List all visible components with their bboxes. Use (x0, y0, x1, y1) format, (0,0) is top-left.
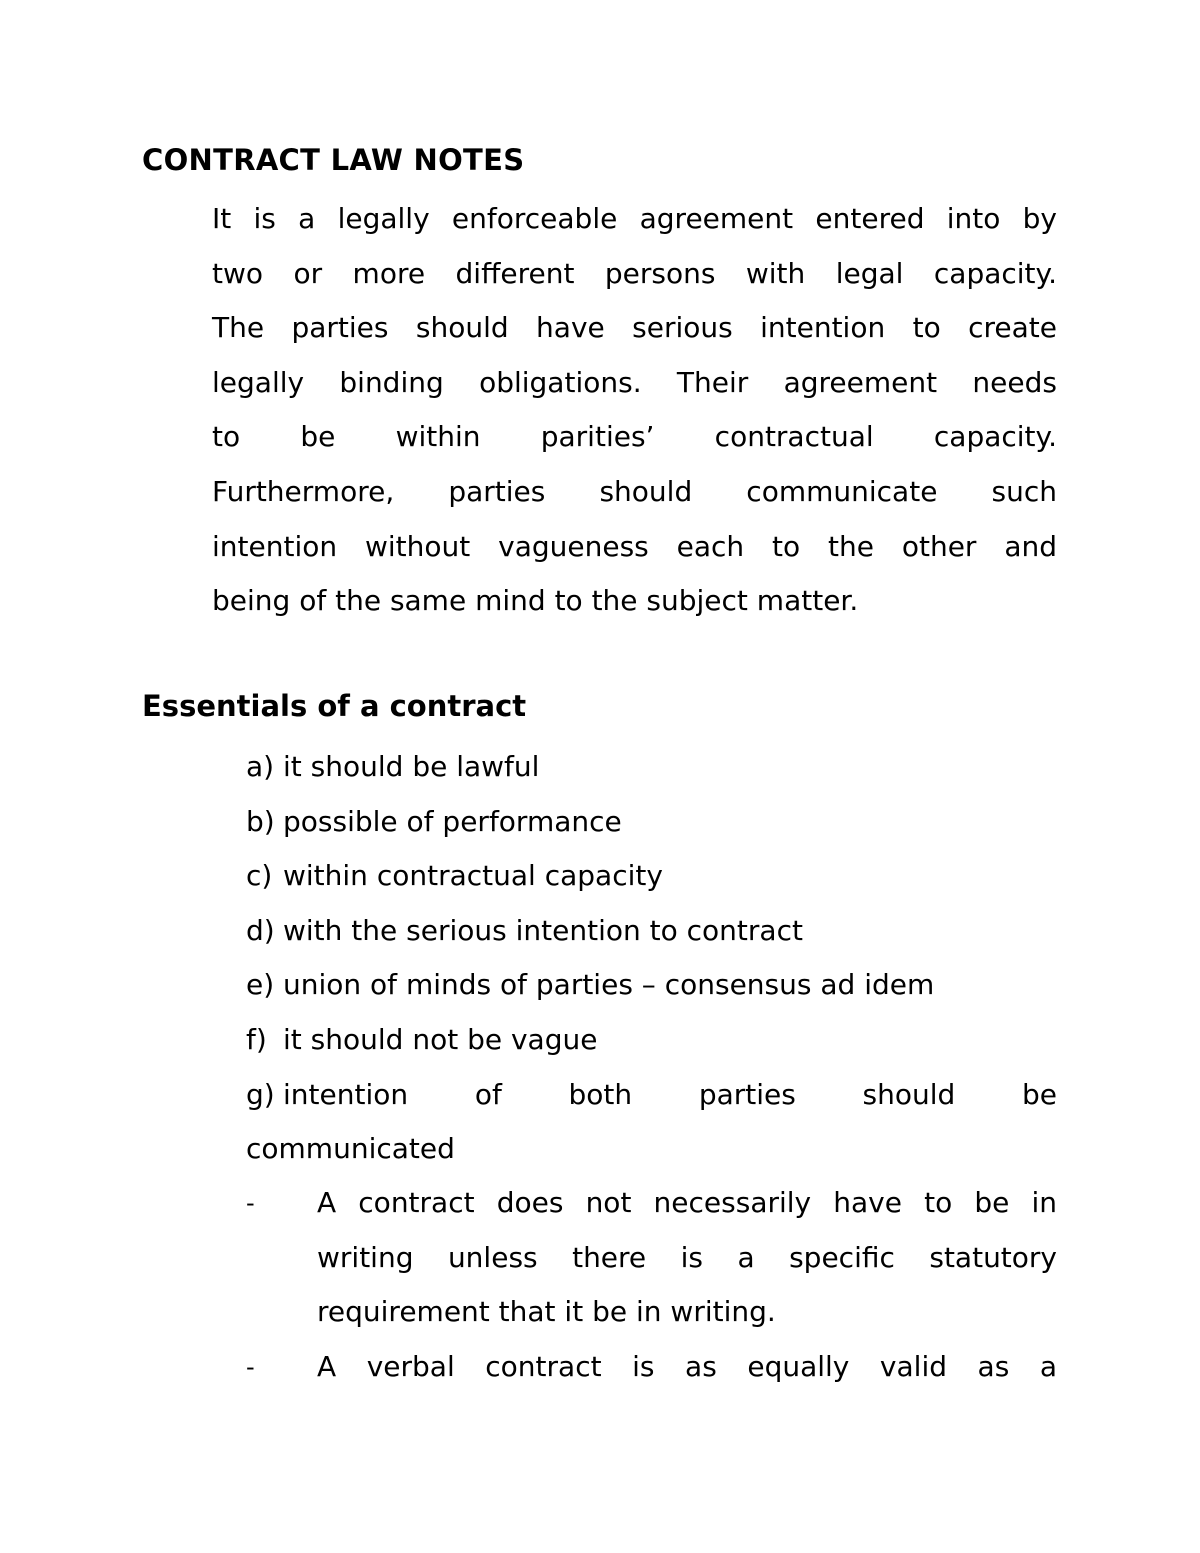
document-title: CONTRACT LAW NOTES (142, 143, 525, 177)
bullet-line: A verbal contract is as equally valid as a (317, 1349, 1057, 1383)
list-item-text: it should be lawful (283, 750, 540, 783)
list-item (246, 740, 1057, 795)
list-item (246, 795, 1057, 850)
section-heading-essentials: Essentials of a contract (142, 689, 527, 723)
list-item-word: be (1021, 1077, 1057, 1111)
list-marker: g) (246, 1077, 275, 1111)
list-marker: a) (246, 750, 275, 783)
bullet-item (246, 1176, 1057, 1340)
list-item (246, 849, 1057, 904)
list-item-word: of (474, 1077, 502, 1111)
list-marker: f) (246, 1022, 267, 1056)
list-item-justified (246, 1068, 1057, 1123)
list-item-text: possible of performance (283, 804, 622, 838)
intro-line: to be within parities’ contractual capacity. (212, 420, 1057, 454)
intro-line: The parties should have serious intention to create (212, 311, 1057, 345)
list-item (246, 1013, 1057, 1068)
list-item-continuation: communicated (246, 1132, 455, 1166)
list-item-word: parties (698, 1077, 796, 1111)
list-item-word: should (862, 1077, 956, 1111)
bullet-item (246, 1340, 1057, 1395)
list-item-word: both (568, 1077, 633, 1111)
intro-line: being of the same mind to the subject matter. (212, 584, 859, 618)
bullet-list (246, 1176, 1057, 1394)
list-marker: b) (246, 804, 275, 838)
list-item-text-justified (283, 1068, 1057, 1123)
bullet-line: requirement that it be in writing. (317, 1295, 776, 1329)
dash-bullet: - (246, 1189, 255, 1217)
list-marker: c) (246, 859, 273, 893)
essentials-list (246, 740, 1057, 1177)
intro-line: legally binding obligations. Their agreement needs (212, 365, 1057, 399)
list-marker: e) (246, 968, 275, 1002)
intro-line: It is a legally enforceable agreement entered into by (212, 202, 1057, 235)
intro-paragraph (212, 192, 1057, 629)
list-item-text: with the serious intention to contract (283, 913, 803, 947)
intro-line: two or more different persons with legal capacity. (212, 256, 1057, 290)
list-marker: d) (246, 913, 275, 947)
list-item-word: intention (283, 1077, 409, 1111)
list-item (246, 904, 1057, 959)
bullet-line: writing unless there is a specific statutory (317, 1240, 1057, 1274)
list-item-text: within contractual capacity (283, 859, 663, 893)
dash-bullet: - (246, 1352, 255, 1381)
intro-line: Furthermore, parties should communicate such (212, 474, 1057, 508)
bullet-line: A contract does not necessarily have to be in (317, 1186, 1057, 1219)
list-item-text: union of minds of parties – consensus ad idem (283, 968, 935, 1002)
list-item (246, 958, 1057, 1013)
intro-line: intention without vagueness each to the other and (212, 529, 1057, 563)
list-item-text: it should not be vague (283, 1022, 598, 1056)
